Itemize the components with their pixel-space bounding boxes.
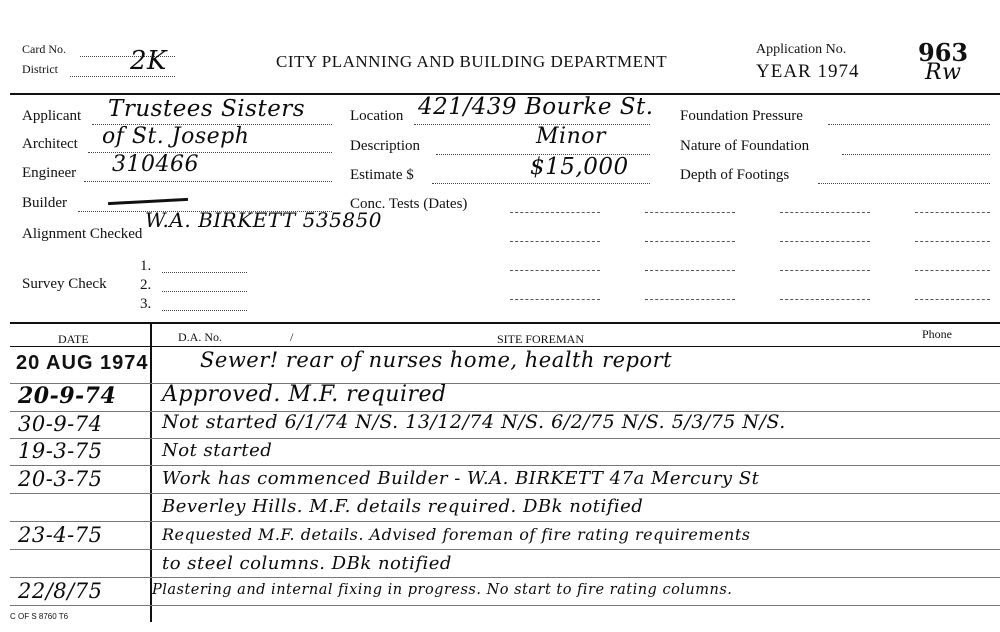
- engineer-value: 310466: [112, 152, 199, 177]
- application-no-label: Application No.: [756, 42, 847, 57]
- log-note: Requested M.F. details. Advised foreman of fire rating requirements: [162, 525, 751, 544]
- district-dotted-line: [70, 76, 175, 77]
- estimate-label: Estimate $: [350, 167, 414, 183]
- log-header-slash: /: [290, 330, 294, 344]
- footer-code: C OF S 8760 T6: [10, 612, 69, 621]
- location-value: 421/439 Bourke St.: [418, 94, 654, 120]
- applicant-label: Applicant: [22, 108, 82, 124]
- conc-line: [645, 299, 735, 300]
- survey-check-label: Survey Check: [22, 276, 107, 292]
- depth-of-footings-label: Depth of Footings: [680, 167, 790, 183]
- conc-line: [780, 241, 870, 242]
- log-row-line: [10, 521, 1000, 522]
- conc-line: [780, 212, 870, 213]
- description-value: Minor: [536, 124, 606, 149]
- conc-line: [915, 212, 990, 213]
- log-row-line: [10, 438, 1000, 439]
- log-header-divider: [10, 346, 1000, 347]
- log-row-line: [10, 383, 1000, 384]
- log-note: Work has commenced Builder - W.A. BIRKETT 47a Mercury St: [162, 468, 760, 489]
- nature-dotted-line: [842, 154, 990, 155]
- district-label: District: [22, 62, 58, 76]
- foundation-pressure-label: Foundation Pressure: [680, 108, 803, 124]
- conc-line: [915, 270, 990, 271]
- log-row-line: [10, 577, 1000, 578]
- survey-item-2: 2.: [140, 277, 152, 293]
- log-date-stamp: 20 AUG 1974: [16, 352, 149, 374]
- conc-tests-label: Conc. Tests (Dates): [350, 196, 468, 212]
- application-no-suffix: Rw: [925, 60, 962, 85]
- log-row-line: [10, 465, 1000, 466]
- foundation-pressure-dotted-line: [828, 124, 990, 125]
- estimate-value: $15,000: [530, 154, 629, 180]
- log-row-line: [10, 493, 1000, 494]
- conc-line: [915, 241, 990, 242]
- district-value: 2K: [130, 46, 167, 76]
- year-label: YEAR 1974: [756, 61, 860, 82]
- conc-line: [645, 270, 735, 271]
- architect-value: of St. Joseph: [102, 124, 250, 149]
- log-header-site-foreman: SITE FOREMAN: [497, 332, 585, 346]
- engineer-label: Engineer: [22, 165, 77, 181]
- conc-line: [510, 212, 600, 213]
- log-header-date: DATE: [58, 332, 89, 346]
- architect-label: Architect: [22, 136, 78, 152]
- depth-dotted-line: [818, 183, 990, 184]
- builder-strikethrough: [108, 198, 188, 205]
- log-note: Sewer! rear of nurses home, health report: [200, 348, 673, 372]
- builder-label: Builder: [22, 195, 67, 211]
- log-header-da-no: D.A. No.: [178, 330, 222, 344]
- log-date: 20-3-75: [18, 467, 103, 491]
- card-no-label: Card No.: [22, 42, 66, 56]
- log-note: Not started: [162, 440, 273, 461]
- survey-item-3: 3.: [140, 296, 152, 312]
- estimate-dotted-line: [432, 183, 650, 184]
- builder-value: W.A. BIRKETT 535850: [145, 208, 383, 232]
- log-note: Approved. M.F. required: [162, 382, 447, 407]
- log-top-border: [10, 322, 1000, 324]
- log-date: 22/8/75: [18, 579, 103, 603]
- engineer-dotted-line: [84, 181, 332, 182]
- log-note: Not started 6/1/74 N/S. 13/12/74 N/S. 6/2/75 N/S. 5/3/75 N/S.: [162, 411, 786, 433]
- survey-line-2: [162, 291, 247, 292]
- application-no-value: 963: [918, 38, 969, 67]
- log-note: Beverley Hills. M.F. details required. DBk notified: [162, 496, 644, 517]
- log-date: 19-3-75: [18, 439, 103, 463]
- conc-line: [510, 270, 600, 271]
- alignment-checked-label: Alignment Checked: [22, 226, 143, 242]
- survey-item-1: 1.: [140, 258, 152, 274]
- description-label: Description: [350, 138, 420, 154]
- location-label: Location: [350, 108, 404, 124]
- page-title: CITY PLANNING AND BUILDING DEPARTMENT: [276, 52, 668, 71]
- conc-line: [510, 299, 600, 300]
- nature-of-foundation-label: Nature of Foundation: [680, 138, 810, 154]
- log-date: 23-4-75: [18, 523, 103, 547]
- applicant-value: Trustees Sisters: [108, 96, 306, 122]
- conc-line: [780, 299, 870, 300]
- log-row-line: [10, 605, 1000, 606]
- log-date: 30-9-74: [18, 412, 103, 436]
- log-row-line: [10, 549, 1000, 550]
- location-dotted-line: [414, 124, 650, 125]
- conc-line: [645, 241, 735, 242]
- conc-line: [645, 212, 735, 213]
- conc-line: [915, 299, 990, 300]
- survey-line-3: [162, 310, 247, 311]
- conc-line: [780, 270, 870, 271]
- survey-line-1: [162, 272, 247, 273]
- log-header-phone: Phone: [922, 327, 952, 341]
- log-note: Plastering and internal fixing in progress. No start to fire rating columns.: [152, 582, 733, 598]
- log-date: 20-9-74: [18, 383, 117, 409]
- conc-line: [510, 241, 600, 242]
- log-note: to steel columns. DBk notified: [162, 553, 452, 574]
